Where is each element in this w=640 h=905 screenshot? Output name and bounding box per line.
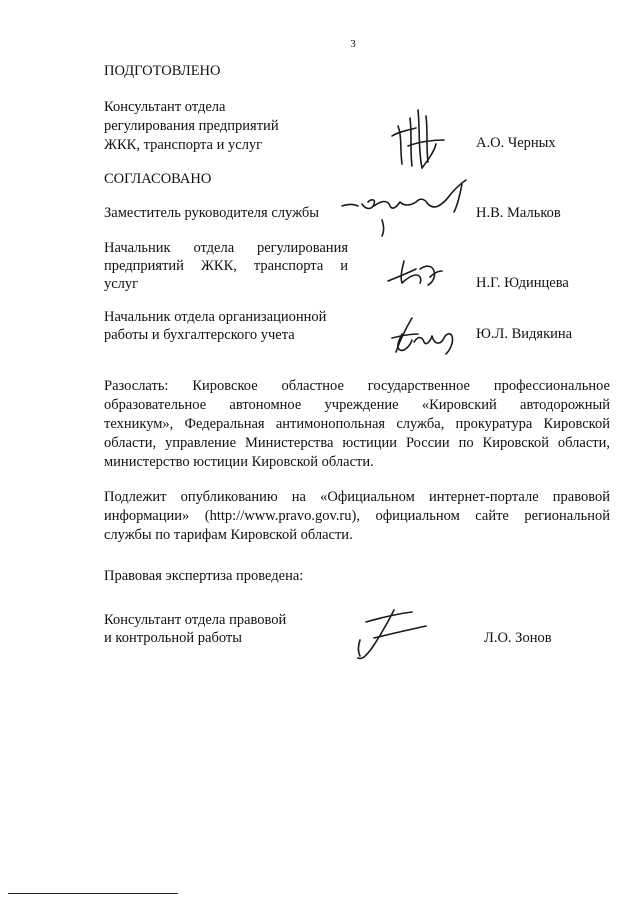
legal-review-position-line-2: и контрольной работы — [104, 630, 242, 646]
page-number: 3 — [350, 38, 356, 50]
publication-line-3: службы по тарифам Кировской области. — [104, 527, 353, 543]
distribution-line-1: Разослать: Кировское областное государственное профессиональное — [104, 378, 610, 394]
prepared-heading: ПОДГОТОВЛЕНО — [104, 63, 221, 79]
signature-yudintseva — [384, 255, 446, 291]
distribution-line-4: области, управление Министерства юстиции России по Кировской области, — [104, 435, 610, 451]
agreed-signatory-2-name: Н.Г. Юдинцева — [476, 275, 569, 291]
agreed-entry-1-line-1: Заместитель руководителя службы — [104, 205, 320, 221]
legal-review-signatory-name: Л.О. Зонов — [484, 630, 552, 646]
distribution-paragraph — [104, 377, 610, 472]
publication-line-2: информации» (http://www.pravo.gov.ru), официальном сайте региональной — [104, 508, 610, 524]
agreed-entry-2-line-2: предприятий ЖКК, транспорта и — [104, 258, 348, 274]
agreed-heading: СОГЛАСОВАНО — [104, 171, 212, 187]
legal-review-position-line-1: Консультант отдела правовой — [104, 612, 287, 628]
prepared-signatory-name: А.О. Черных — [476, 135, 556, 151]
signature-zonov — [350, 604, 436, 664]
agreed-entry-2-line-1: Начальник отдела регулирования — [104, 240, 348, 256]
agreed-entry-3-line-1: Начальник отдела организационной — [104, 309, 327, 325]
publication-line-1: Подлежит опубликованию на «Официальном интернет-портале правовой — [104, 489, 610, 505]
prepared-position-line-1: Консультант отдела — [104, 99, 226, 115]
prepared-position-line-3: ЖКК, транспорта и услуг — [104, 137, 263, 153]
agreed-signatory-1-name: Н.В. Мальков — [476, 205, 561, 221]
distribution-line-5: министерство юстиции Кировской области. — [104, 454, 374, 470]
agreed-entry-2-line-3: услуг — [104, 276, 139, 292]
bottom-rule — [8, 893, 178, 894]
signature-malkov — [338, 176, 478, 238]
signature-chernykh — [388, 106, 450, 172]
agreed-entry-3-line-2: работы и бухгалтерского учета — [104, 327, 295, 343]
distribution-line-2: образовательное автономное учреждение «Кировский автодорожный — [104, 397, 610, 413]
publication-paragraph — [104, 488, 610, 545]
distribution-line-3: техникум», Федеральная антимонопольная служба, прокуратура Кировской — [104, 416, 610, 432]
prepared-position-line-2: регулирования предприятий — [104, 118, 279, 134]
agreed-signatory-3-name: Ю.Л. Видякина — [476, 326, 573, 342]
legal-review-statement: Правовая экспертиза проведена: — [104, 568, 304, 584]
signature-vidyakina — [388, 312, 460, 358]
